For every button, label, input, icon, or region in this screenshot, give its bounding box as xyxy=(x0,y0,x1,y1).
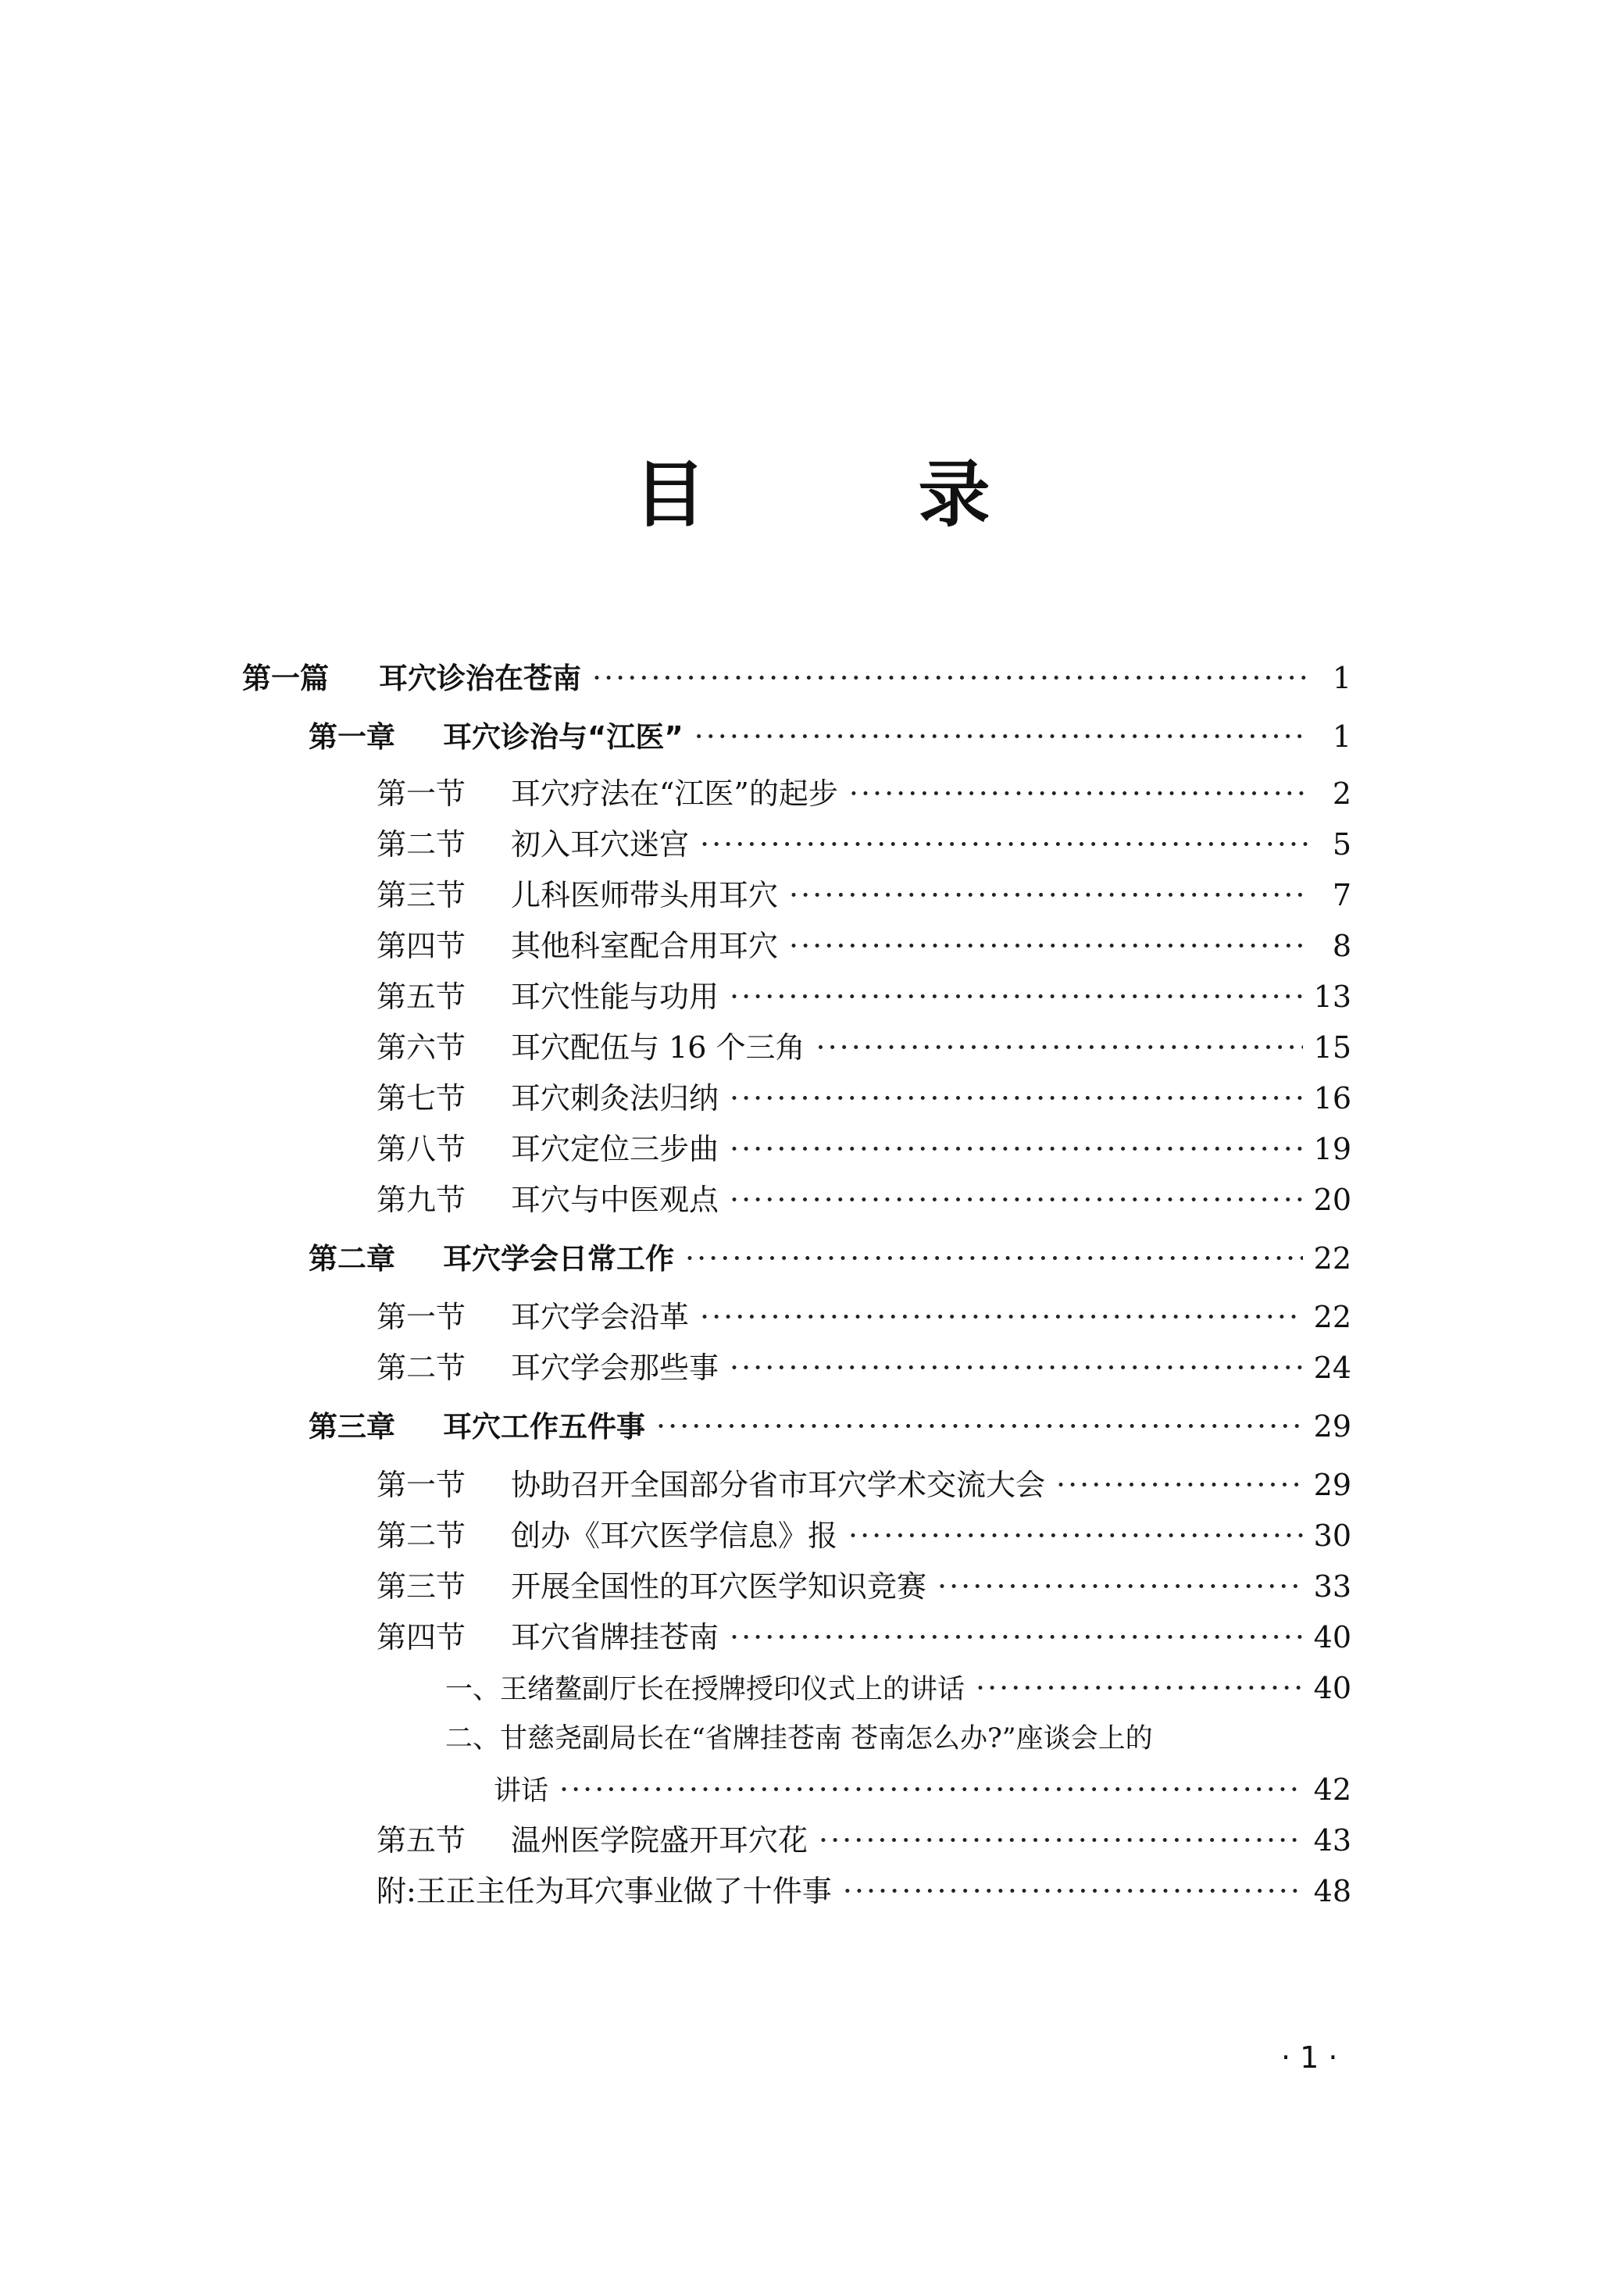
toc-section[interactable] xyxy=(377,825,1351,864)
toc-entry-title: 一、王绪鳌副厅长在授牌授印仪式上的讲话 xyxy=(445,1674,965,1705)
dot-leader xyxy=(656,1407,1303,1446)
dot-leader xyxy=(730,977,1303,1016)
toc-entry-page: 20 xyxy=(1313,1183,1351,1217)
toc-entry-title: 耳穴性能与功用 xyxy=(511,980,719,1014)
dot-leader xyxy=(592,659,1309,698)
toc-entry-page: 30 xyxy=(1313,1519,1351,1553)
toc-part-1[interactable] xyxy=(242,659,1351,698)
toc-entry-page: 24 xyxy=(1313,1351,1351,1385)
toc-entry-label: 第七节 xyxy=(377,1081,466,1115)
toc-entry-label: 第一节 xyxy=(377,1468,466,1502)
toc-entry-page: 40 xyxy=(1313,1671,1351,1705)
toc-entry-page: 29 xyxy=(1313,1468,1351,1502)
toc-entry-title: 耳穴学会沿革 xyxy=(511,1300,690,1334)
toc-section[interactable] xyxy=(377,1618,1351,1657)
toc-entry-title: 创办《耳穴医学信息》报 xyxy=(511,1519,838,1553)
page-title: 目 录 xyxy=(634,453,1084,537)
toc-entry-title: 附:王正主任为耳穴事业做了十件事 xyxy=(377,1874,832,1908)
toc-entry-label: 第三节 xyxy=(377,1569,466,1604)
toc-chapter-3[interactable] xyxy=(309,1407,1351,1446)
toc-entry-page: 1 xyxy=(1332,719,1351,754)
dot-leader xyxy=(700,1297,1303,1337)
toc-entry-label: 第二节 xyxy=(377,1351,466,1385)
dot-leader xyxy=(976,1669,1303,1708)
toc-entry-label: 第九节 xyxy=(377,1183,466,1217)
toc-entry-title: 开展全国性的耳穴医学知识竞赛 xyxy=(511,1569,927,1604)
toc-section[interactable] xyxy=(377,774,1351,813)
toc-entry-title: 初入耳穴迷宫 xyxy=(511,827,690,862)
toc-entry-title: 二、甘慈尧副局长在“省牌挂苍南 苍南怎么办?”座谈会上的 xyxy=(445,1723,1153,1754)
toc-entry-page: 22 xyxy=(1313,1241,1351,1276)
toc-entry-label: 第一章 xyxy=(309,720,395,754)
toc-section[interactable] xyxy=(377,1180,1351,1219)
toc-entry-label: 第五节 xyxy=(377,1823,466,1858)
toc-entry-title: 温州医学院盛开耳穴花 xyxy=(511,1823,808,1858)
toc-entry-page: 2 xyxy=(1332,776,1351,811)
toc-entry-title: 耳穴学会日常工作 xyxy=(443,1242,674,1276)
toc-entry-page: 48 xyxy=(1313,1874,1351,1908)
toc-chapter-1[interactable] xyxy=(309,717,1351,756)
toc-subsection[interactable] xyxy=(445,1719,1351,1758)
dot-leader xyxy=(700,825,1309,864)
toc-section[interactable] xyxy=(377,1516,1351,1555)
toc-section[interactable] xyxy=(377,977,1351,1016)
toc-appendix[interactable] xyxy=(377,1872,1351,1911)
toc-section[interactable] xyxy=(377,1130,1351,1169)
dot-leader xyxy=(559,1770,1303,1809)
toc-entry-page: 43 xyxy=(1313,1823,1351,1858)
toc-entry-page: 8 xyxy=(1332,929,1351,963)
toc-entry-title: 耳穴刺灸法归纳 xyxy=(511,1081,719,1115)
toc-entry-label: 第二节 xyxy=(377,1519,466,1553)
toc-entry-label: 第五节 xyxy=(377,980,466,1014)
toc-entry-label: 第三节 xyxy=(377,878,466,912)
dot-leader xyxy=(730,1180,1303,1219)
dot-leader xyxy=(816,1028,1303,1067)
toc-entry-label: 第一篇 xyxy=(242,662,329,695)
dot-leader xyxy=(1056,1465,1303,1504)
toc-subsection[interactable] xyxy=(445,1669,1351,1708)
toc-section[interactable] xyxy=(377,1028,1351,1067)
toc-entry-title: 耳穴诊治在苍南 xyxy=(379,662,581,695)
toc-entry-label: 第四节 xyxy=(377,1620,466,1654)
toc-section[interactable] xyxy=(377,926,1351,965)
page-number: · 1 · xyxy=(1281,2040,1338,2075)
toc-entry-title: 耳穴诊治与“江医” xyxy=(443,720,684,754)
toc-entry-page: 19 xyxy=(1313,1132,1351,1166)
toc-entry-title: 耳穴工作五件事 xyxy=(443,1410,645,1444)
toc-entry-label: 第二节 xyxy=(377,827,466,862)
toc-entry-page: 29 xyxy=(1313,1409,1351,1444)
toc-entry-title: 耳穴与中医观点 xyxy=(511,1183,719,1217)
toc-entry-title: 讲话 xyxy=(494,1776,549,1807)
dot-leader xyxy=(819,1821,1303,1860)
toc-chapter-2[interactable] xyxy=(309,1239,1351,1278)
toc-entry-title: 耳穴省牌挂苍南 xyxy=(511,1620,719,1654)
toc-entry-label: 第三章 xyxy=(309,1410,395,1444)
toc-entry-title: 协助召开全国部分省市耳穴学术交流大会 xyxy=(511,1468,1046,1502)
dot-leader xyxy=(849,774,1309,813)
toc-subsection-continued[interactable] xyxy=(494,1770,1351,1809)
toc-entry-page: 40 xyxy=(1313,1620,1351,1654)
toc-entry-title: 耳穴疗法在“江医”的起步 xyxy=(511,776,838,811)
dot-leader xyxy=(937,1567,1303,1606)
toc-entry-label: 第一节 xyxy=(377,1300,466,1334)
dot-leader xyxy=(694,717,1309,756)
dot-leader xyxy=(789,876,1309,915)
toc-section[interactable] xyxy=(377,1567,1351,1606)
dot-leader xyxy=(789,926,1309,965)
toc-entry-title: 耳穴配伍与 16 个三角 xyxy=(511,1030,805,1065)
toc-entry-page: 7 xyxy=(1332,878,1351,912)
toc-entry-title: 儿科医师带头用耳穴 xyxy=(511,878,779,912)
toc-entry-label: 第二章 xyxy=(309,1242,395,1276)
toc-entry-page: 22 xyxy=(1313,1300,1351,1334)
toc-entry-page: 16 xyxy=(1313,1081,1351,1115)
dot-leader xyxy=(848,1516,1303,1555)
dot-leader xyxy=(685,1239,1303,1278)
toc-entry-page: 13 xyxy=(1313,980,1351,1014)
toc-entry-page: 42 xyxy=(1313,1772,1351,1807)
toc-section[interactable] xyxy=(377,1465,1351,1504)
toc-section[interactable] xyxy=(377,1821,1351,1860)
dot-leader xyxy=(843,1872,1303,1911)
toc-entry-label: 第一节 xyxy=(377,776,466,811)
toc-entry-page: 15 xyxy=(1313,1030,1351,1065)
toc-section[interactable] xyxy=(377,876,1351,915)
toc-entry-page: 1 xyxy=(1332,661,1351,695)
toc-entry-title: 耳穴定位三步曲 xyxy=(511,1132,719,1166)
toc-entry-label: 第六节 xyxy=(377,1030,466,1065)
toc-entry-label: 第八节 xyxy=(377,1132,466,1166)
dot-leader xyxy=(730,1618,1303,1657)
toc-entry-page: 33 xyxy=(1313,1569,1351,1604)
toc-section[interactable] xyxy=(377,1297,1351,1337)
toc-entry-title: 其他科室配合用耳穴 xyxy=(511,929,779,963)
toc-entry-page: 5 xyxy=(1332,827,1351,862)
toc-entry-title: 耳穴学会那些事 xyxy=(511,1351,719,1385)
toc-section[interactable] xyxy=(377,1348,1351,1387)
toc-entry-label: 第四节 xyxy=(377,929,466,963)
toc-section[interactable] xyxy=(377,1079,1351,1118)
dot-leader xyxy=(730,1348,1303,1387)
dot-leader xyxy=(730,1079,1303,1118)
dot-leader xyxy=(730,1130,1303,1169)
